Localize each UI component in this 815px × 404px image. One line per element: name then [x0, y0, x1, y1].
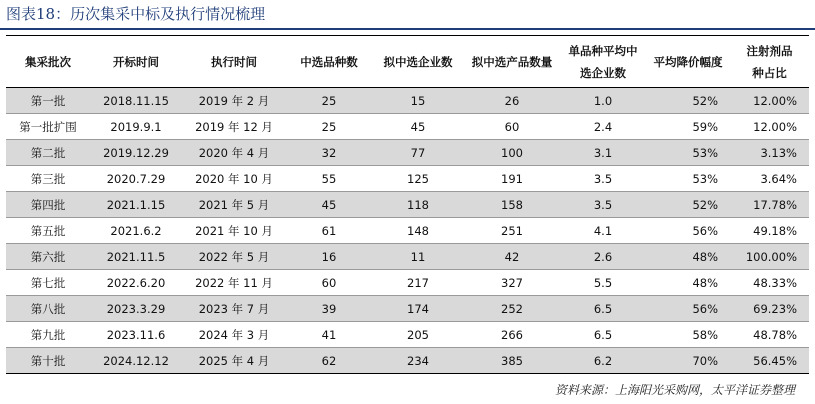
table-row: [6, 192, 809, 218]
table-cell: 56.45%: [753, 353, 797, 368]
table-cell: 3.1: [593, 145, 613, 160]
table-cell: 第一批: [30, 93, 66, 108]
table-cell: 第三批: [30, 171, 66, 186]
table-cell: 56%: [692, 223, 718, 238]
table-row: [6, 348, 809, 374]
table-cell: 48.78%: [753, 327, 797, 342]
table-cell: 11: [410, 249, 426, 264]
table-cell: 2024.12.12: [103, 353, 169, 368]
table-cell: 2.4: [593, 119, 613, 134]
table-cell: 12.00%: [753, 119, 797, 134]
table-cell: 4.1: [593, 223, 613, 238]
table-cell: 39: [321, 301, 337, 316]
table-cell: 251: [501, 223, 523, 238]
table-row: [6, 114, 809, 140]
table-cell: 第六批: [30, 249, 66, 264]
column-header-line: 种占比: [752, 65, 787, 80]
source-note: 资料来源：上海阳光采购网，太平洋证券整理: [554, 383, 795, 397]
column-header: [560, 36, 646, 88]
table-cell: 2019 年 12 月: [195, 119, 273, 134]
column-header: [646, 36, 730, 88]
column-header-line: 拟中选企业数: [383, 54, 453, 69]
column-header-line: 开标时间: [113, 54, 159, 69]
table-cell: 266: [501, 327, 523, 342]
table-cell: 第十批: [30, 353, 66, 368]
table-row: [6, 218, 809, 244]
table-cell: 25: [321, 119, 337, 134]
table-cell: 3.64%: [760, 171, 797, 186]
table-cell: 234: [407, 353, 429, 368]
table-cell: 第八批: [30, 301, 66, 316]
table-row: [6, 296, 809, 322]
table-cell: 2022.6.20: [106, 275, 166, 290]
table-row: [6, 244, 809, 270]
table-cell: 205: [407, 327, 429, 342]
table-cell: 2021 年 10 月: [195, 223, 273, 238]
table-cell: 2021 年 5 月: [198, 197, 270, 212]
table-cell: 2021.1.15: [106, 197, 166, 212]
table-cell: 2023.11.6: [106, 327, 166, 342]
table-cell: 第七批: [30, 275, 66, 290]
table-cell: 45: [321, 197, 337, 212]
table-cell: 42: [504, 249, 520, 264]
table-cell: 1.0: [593, 93, 613, 108]
table-cell: 2020 年 10 月: [195, 171, 273, 186]
column-header: [464, 36, 560, 88]
table-cell: 52%: [692, 197, 718, 212]
table-cell: 6.5: [593, 301, 613, 316]
table-cell: 2024 年 3 月: [198, 327, 270, 342]
table-cell: 158: [501, 197, 523, 212]
table-cell: 12.00%: [753, 93, 797, 108]
table-cell: 2019.9.1: [110, 119, 162, 134]
procurement-table: [6, 35, 809, 374]
table-cell: 第二批: [30, 145, 66, 160]
table-cell: 17.78%: [753, 197, 797, 212]
table-cell: 2023 年 7 月: [198, 301, 270, 316]
table-cell: 16: [321, 249, 337, 264]
table-header-row: [6, 36, 809, 88]
table-cell: 2022 年 11 月: [195, 275, 273, 290]
table-cell: 49.18%: [753, 223, 797, 238]
table-cell: 15: [410, 93, 426, 108]
table-cell: 58%: [692, 327, 718, 342]
table-cell: 118: [407, 197, 429, 212]
table-cell: 60: [504, 119, 520, 134]
column-header-line: 平均降价幅度: [653, 54, 723, 69]
table-cell: 45: [410, 119, 426, 134]
table-cell: 第九批: [30, 327, 66, 342]
table-cell: 3.13%: [760, 145, 797, 160]
table-cell: 56%: [692, 301, 718, 316]
column-header-line: 注射剂品: [746, 43, 793, 58]
column-header: [286, 36, 372, 88]
table-cell: 191: [501, 171, 523, 186]
column-header-line: 集采批次: [25, 54, 71, 69]
table-cell: 32: [321, 145, 337, 160]
table-cell: 60: [321, 275, 337, 290]
table-cell: 2019 年 2 月: [198, 93, 270, 108]
column-header: [372, 36, 464, 88]
table-cell: 6.2: [593, 353, 613, 368]
table-cell: 70%: [692, 353, 718, 368]
table-cell: 2023.3.29: [106, 301, 166, 316]
column-header: [182, 36, 286, 88]
column-header-line: 单品种平均中: [568, 43, 638, 58]
table-cell: 100.00%: [745, 249, 797, 264]
table-cell: 第四批: [30, 197, 66, 212]
table-cell: 6.5: [593, 327, 613, 342]
column-header-line: 中选品种数: [300, 54, 358, 69]
table-cell: 125: [407, 171, 429, 186]
table-cell: 59%: [692, 119, 718, 134]
table-row: [6, 166, 809, 192]
table-cell: 3.5: [593, 197, 613, 212]
table-cell: 52%: [692, 93, 718, 108]
table-cell: 2019.12.29: [103, 145, 169, 160]
figure-title: 图表18：历次集采中标及执行情况梳理: [6, 5, 266, 23]
table-cell: 第一批扩围: [19, 119, 77, 134]
table-cell: 25: [321, 93, 337, 108]
table-row: [6, 88, 809, 114]
table-cell: 252: [501, 301, 523, 316]
table-cell: 61: [321, 223, 337, 238]
table-cell: 385: [501, 353, 523, 368]
table-row: [6, 270, 809, 296]
table-cell: 2.6: [593, 249, 613, 264]
table-cell: 327: [501, 275, 523, 290]
column-header: [730, 36, 809, 88]
table-cell: 第五批: [30, 223, 66, 238]
table-cell: 53%: [692, 171, 718, 186]
table-cell: 2025 年 4 月: [198, 353, 270, 368]
table-cell: 2021.11.5: [106, 249, 166, 264]
table-cell: 217: [407, 275, 429, 290]
table-cell: 62: [321, 353, 337, 368]
table-cell: 100: [501, 145, 523, 160]
table-cell: 2020 年 4 月: [198, 145, 270, 160]
column-header: [90, 36, 182, 88]
table-cell: 174: [407, 301, 429, 316]
table-cell: 2020.7.29: [106, 171, 166, 186]
table-cell: 48.33%: [753, 275, 797, 290]
table-body: [6, 88, 809, 374]
column-header-line: 拟中选产品数量: [471, 54, 553, 69]
table-cell: 77: [410, 145, 426, 160]
table-cell: 48%: [692, 275, 718, 290]
column-header-line: 执行时间: [211, 54, 257, 69]
table-cell: 2022 年 5 月: [198, 249, 270, 264]
table-cell: 2021.6.2: [110, 223, 162, 238]
table-cell: 26: [504, 93, 520, 108]
table-cell: 48%: [692, 249, 718, 264]
table-cell: 53%: [692, 145, 718, 160]
table-cell: 2018.11.15: [103, 93, 169, 108]
title-divider: [0, 28, 815, 30]
table-row: [6, 140, 809, 166]
column-header-line: 选企业数: [580, 65, 626, 80]
table-cell: 55: [321, 171, 337, 186]
table-cell: 3.5: [593, 171, 613, 186]
table-cell: 5.5: [593, 275, 613, 290]
table-cell: 69.23%: [753, 301, 797, 316]
table-cell: 148: [407, 223, 429, 238]
table-row: [6, 322, 809, 348]
column-header: [6, 36, 90, 88]
table-cell: 41: [321, 327, 337, 342]
